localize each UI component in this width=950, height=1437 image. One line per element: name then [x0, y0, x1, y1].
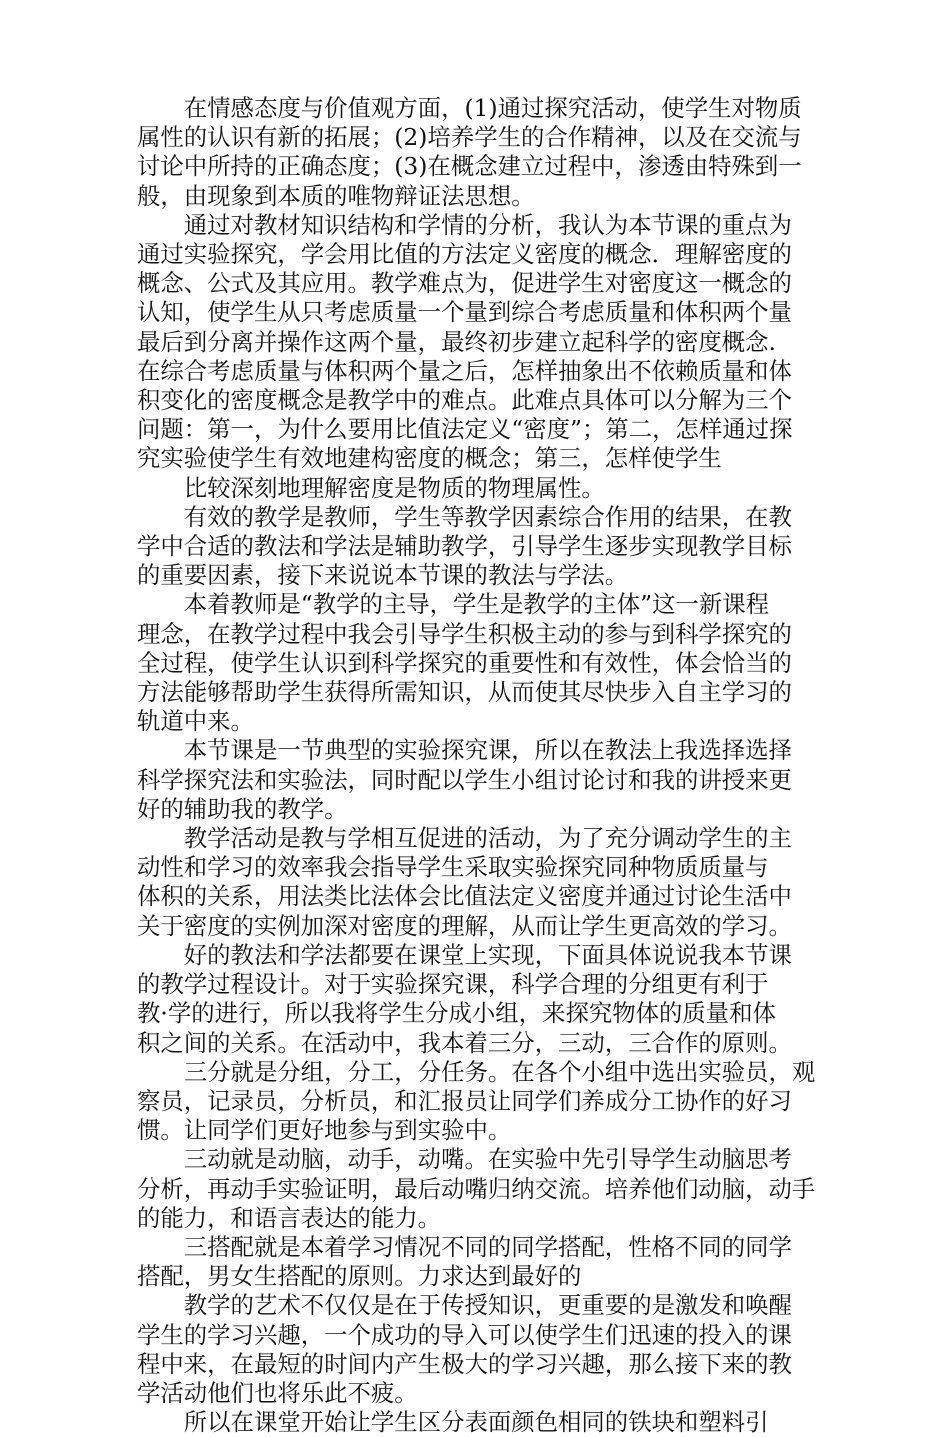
paragraph [137, 736, 809, 824]
text-line: 积之间的关系。在活动中，我本着三分，三动，三合作的原则。 [137, 1028, 792, 1057]
text-line: 察员，记录员，分析员，和汇报员让同学们养成分工协作的好习 [137, 1086, 792, 1115]
text-line: 本节课是一节典型的实验探究课，所以在教法上我选择选择 [137, 736, 792, 765]
text-line: 动性和学习的效率我会指导学生采取实验探究同种物质质量与 [137, 853, 769, 882]
text-line: 在情感态度与价值观方面，(1)通过探究活动，使学生对物质 [137, 94, 802, 122]
paragraph [137, 503, 809, 591]
paragraph [137, 1291, 809, 1408]
text-line: 教学的艺术不仅仅是在于传授知识，更重要的是激发和唤醒 [137, 1291, 792, 1320]
text-line: 轨道中来。 [137, 707, 254, 736]
text-line: 好的教法和学法都要在课堂上实现，下面具体说说我本节课 [137, 940, 792, 969]
text-line: 本着教师是“教学的主导，学生是教学的主体”这一新课程 [137, 590, 770, 619]
text-line: 程中来，在最短的时间内产生极大的学习兴趣，那么接下来的教 [137, 1349, 792, 1378]
text-line: 比较深刻地理解密度是物质的物理属性。 [137, 473, 605, 502]
paragraph [137, 590, 809, 736]
paragraph [137, 211, 809, 474]
text-line: 学生的学习兴趣，一个成功的导入可以使学生们迅速的投入的课 [137, 1320, 792, 1349]
document-page [137, 94, 816, 1437]
paragraph [137, 1057, 816, 1146]
text-line: 般，由现象到本质的唯物辩证法思想。 [137, 181, 535, 210]
text-line: 教·学的进行，所以我将学生分成小组，来探究物体的质量和体 [137, 999, 776, 1028]
text-line: 理念，在教学过程中我会引导学生积极主动的参与到科学探究的 [137, 619, 792, 648]
text-line: 讨论中所持的正确态度；(3)在概念建立过程中，渗透由特殊到一 [137, 152, 802, 181]
text-line: 惯。让同学们更好地参与到实验中。 [137, 1116, 512, 1145]
text-line: 三分就是分组，分工，分任务。在各个小组中选出实验员，观 [137, 1057, 816, 1086]
text-line: 全过程，使学生认识到科学探究的重要性和有效性，体会恰当的 [137, 648, 792, 677]
text-line: 好的辅助我的教学。 [137, 794, 348, 823]
paragraph [137, 1233, 809, 1291]
text-line: 属性的认识有新的拓展；(2)培养学生的合作精神，以及在交流与 [137, 123, 802, 152]
text-line: 三动就是动脑，动手，动嘴。在实验中先引导学生动脑思考 [137, 1145, 792, 1174]
text-line: 有效的教学是教师，学生等教学因素综合作用的结果，在教 [137, 502, 792, 531]
text-line: 学中合适的教法和学法是辅助教学，引导学生逐步实现教学目标 [137, 532, 792, 561]
paragraph [137, 94, 809, 211]
text-line: 分析，再动手实验证明，最后动嘴归纳交流。培养他们动脑，动手 [137, 1174, 816, 1203]
text-line: 通过实验探究，学会用比值的方法定义密度的概念．理解密度的 [137, 240, 792, 269]
text-line: 方法能够帮助学生获得所需知识，从而使其尽快步入自主学习的 [137, 678, 792, 707]
text-line: 关于密度的实例加深对密度的理解，从而让学生更高效的学习。 [137, 911, 792, 940]
text-line: 科学探究法和实验法，同时配以学生小组讨论讨和我的讲授来更 [137, 765, 792, 794]
text-line: 的重要因素，接下来说说本节课的教法与学法。 [137, 561, 629, 590]
text-line: 问题：第一，为什么要用比值法定义“密度”；第二，怎样通过探 [137, 415, 793, 444]
text-line: 认知，使学生从只考虑质量一个量到综合考虑质量和体积两个量 [137, 298, 792, 327]
text-line: 积变化的密度概念是教学中的难点。此难点具体可以分解为三个 [137, 386, 792, 415]
paragraph [137, 824, 809, 941]
text-line: 究实验使学生有效地建构密度的概念；第三，怎样使学生 [137, 444, 722, 473]
text-line: 教学活动是教与学相互促进的活动，为了充分调动学生的主 [137, 824, 792, 853]
paragraph [137, 1408, 809, 1437]
text-line: 概念、公式及其应用。教学难点为，促进学生对密度这一概念的 [137, 269, 792, 298]
text-line: 通过对教材知识结构和学情的分析，我认为本节课的重点为 [137, 210, 792, 239]
text-line: 最后到分离并操作这两个量，最终初步建立起科学的密度概念. [137, 327, 776, 356]
text-line: 体积的关系，用法类比法体会比值法定义密度并通过讨论生活中 [137, 882, 792, 911]
text-line: 学活动他们也将乐此不疲。 [137, 1378, 418, 1407]
text-line: 的教学过程设计。对于实验探究课，科学合理的分组更有利于 [137, 970, 769, 999]
text-line: 所以在课堂开始让学生区分表面颜色相同的铁块和塑料引 [137, 1408, 769, 1437]
paragraph [137, 1145, 816, 1233]
paragraph [137, 474, 809, 503]
text-line: 搭配，男女生搭配的原则。力求达到最好的 [137, 1262, 582, 1291]
text-line: 在综合考虑质量与体积两个量之后，怎样抽象出不依赖质量和体 [137, 356, 792, 385]
paragraph [137, 941, 809, 1058]
text-line: 的能力，和语言表达的能力。 [137, 1203, 442, 1232]
text-line: 三搭配就是本着学习情况不同的同学搭配，性格不同的同学 [137, 1232, 792, 1261]
